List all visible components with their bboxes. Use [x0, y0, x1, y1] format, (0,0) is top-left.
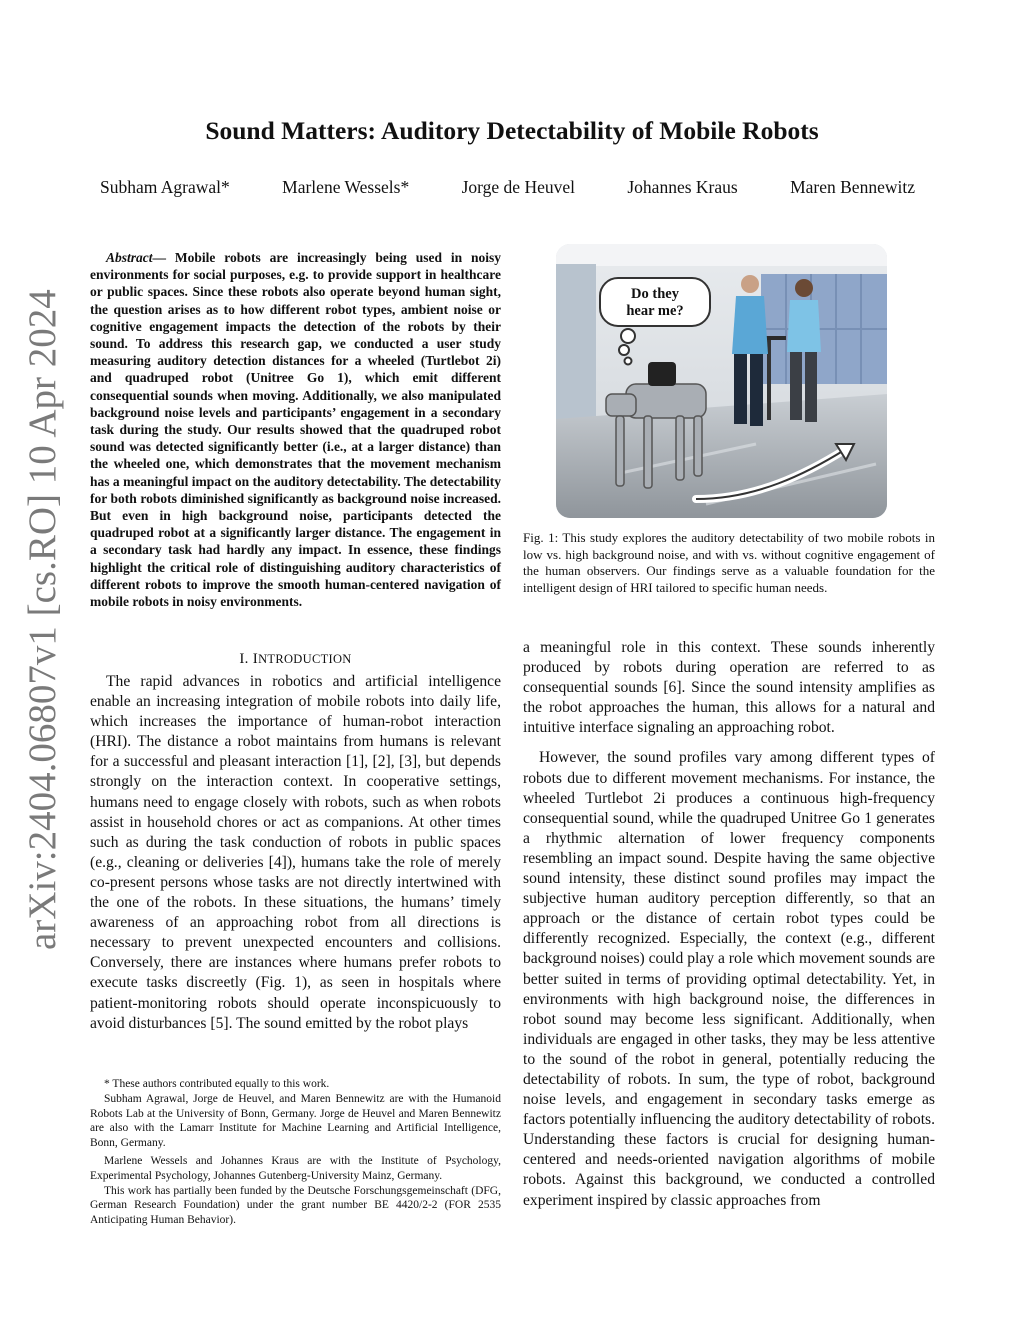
author-name: Marlene Wessels* [282, 177, 410, 197]
footnote: * These authors contributed equally to this work. [104, 1078, 330, 1090]
author-list [100, 177, 915, 198]
robot-scene-illustration [556, 244, 887, 518]
section-heading-initial: I [252, 651, 259, 667]
arxiv-identifier: arXiv:2404.06807v1 [cs.RO] 10 Apr 2024 [21, 289, 64, 950]
bubble-text-line-1: Do they [631, 286, 679, 302]
figure-caption: Fig. 1: This study explores the auditory detectability of two mobile robots in low vs. high background noise, and with vs. without cognitive engagement of the human observers. Our findings serve as a valuable foundation for the intelligent design of HRI tailored to specific human needs. [523, 530, 935, 595]
abstract-label: Abstract [106, 250, 153, 265]
author-name: Subham Agrawal* [100, 177, 230, 197]
footnote: Subham Agrawal, Jorge de Heuvel, and Maren Bennewitz are with the Humanoid Robots Lab at the University of Bonn, Germany. Jorge de Heuvel and Maren Bennewitz are also with the Lamarr Institute for Machine Learning and Artificial Intelligence, Bonn, Germany. [90, 1092, 501, 1150]
author-name: Maren Bennewitz [790, 177, 915, 197]
paper-title: Sound Matters: Auditory Detectability of Mobile Robots [205, 116, 819, 145]
body-paragraph: a meaningful role in this context. These sounds inherently produced by robots during operation are referred to as consequential sounds [6]. Since the sound intensity amplifies as the robot approaches the human, this allows for a natural and intuitive interface signaling an approaching robot. [523, 639, 935, 737]
right-column-body [523, 638, 935, 1211]
figure-1-photo [556, 244, 887, 518]
left-column-body [90, 672, 501, 1034]
footnote: Marlene Wessels and Johannes Kraus are with the Institute of Psychology, Experimental Psychology, Johannes Gutenberg-University Mainz, Germany. [90, 1154, 501, 1182]
section-numeral: I. [239, 651, 249, 667]
section-heading-rest: NTRODUCTION [258, 652, 352, 666]
body-paragraph: However, the sound profiles vary among different types of robots due to different movement mechanisms. For instance, the wheeled Turtlebot 2i produces a continuous high-frequency consequential sound, while the quadruped Unitree Go 1 generates a rhythmic alternation of lower frequency components resembling an impact sound. Despite having the same objective sound intensity, these distinct sound profiles may impact the subjective human auditory perception differently, so that an approach or the distance of certain robot types could be differently recognized. Especially, the context (e.g., different background noises) could play a role which movement sounds are better suited in terms of providing optimal detectability. Yet, in environments with high background noise, the differences in robot sound may become less significant. Additionally, when individuals are engaged in other tasks, they may be less attentive to the sound of the robot in general, potentially reducing the detectability of robots. In sum, the type of robot, background noise levels, and engagement in secondary tasks emerge as factors potentially influencing the auditory detectability of robots. Understanding these factors is crucial for designing human-centered and needs-oriented navigation algorithms of mobile robots. Against this background, we conducted a controlled experiment inspired by classic approaches from [523, 749, 935, 1209]
abstract-text: Mobile robots are increasingly being used in noisy environments for social purposes, e.g. to provide support in healthcare or public spaces. Since these robots also operate beyond human sight, the question arises as to how different robot types, ambient noise or cognitive engagement impacts the detection of the robots by their sound. To address this research gap, we conducted a user study measuring auditory detection distances for a wheeled (Turtlebot 2i) and quadruped robot (Unitree Go 1), which emit different consequential sounds when moving. Additionally, we also manipulated background noise levels and participants’ engagement in a secondary task during the study. Our results showed that the quadruped robot sound was detected significantly better (i.e., at a larger distance) than the wheeled one, which demonstrates that the movement mechanism has a meaningful impact on the auditory detectability. The detectability for both robots diminished significantly as background noise increased. But even in high background noise, participants detected the quadruped robot at a significantly larger distance. The engagement in a secondary task had hardly any impact. In essence, these findings highlight the critical role of distinguishing auditory characteristics of different robots to improve the smooth human-centered navigation of mobile robots in noisy environments. [90, 250, 501, 610]
abstract: Abstract— Mobile robots are increasingly being used in noisy environments for social purposes, e.g. to provide support in healthcare or public spaces. Since these robots also operate beyond human sight, the question arises as to how different robot types, ambient noise or cognitive engagement impacts the detection of the robots by their sound. To address this research gap, we conducted a user study measuring auditory detection distances for a wheeled (Turtlebot 2i) and quadruped robot (Unitree Go 1), which emit different consequential sounds when moving. Additionally, we also manipulated background noise levels and participants’ engagement in a secondary task during the study. Our results showed that the quadruped robot sound was detected significantly better (i.e., at a larger distance) than the wheeled one, which demonstrates that the movement mechanism has a meaningful impact on the auditory detectability. The detectability for both robots diminished significantly as background noise increased. But even in high background noise, participants detected the quadruped robot at a significantly larger distance. The engagement in a secondary task had hardly any impact. In essence, these findings highlight the critical role of distinguishing auditory characteristics of different robots to improve the smooth human-centered navigation of mobile robots in noisy environments. [90, 250, 501, 610]
body-paragraph: The rapid advances in robotics and artificial intelligence enable an increasing integration of mobile robots into daily life, which increases the importance of human-robot interaction (HRI). The distance a robot maintains from humans is relevant for a successful and pleasant interaction [1], [2], [3], but depends strongly on the interaction context. In cooperative settings, humans need to engage closely with robots, such as when robots assist in household chores or act as companions. At other times such as during the task conduction of robots in public spaces (e.g., cleaning or deliveries [4]), humans take the role of merely co-present persons whose tasks are not directly intertwined with the one of the robots. In these situations, the humans’ timely awareness of an approaching robot from all directions is necessary to prevent unexpected encounters and collisions. Conversely, there are instances where humans prefer robots to execute tasks discreetly (Fig. 1), as seen in hospitals where patient-monitoring robots should operate inconspicuously to avoid disturbances [5]. The sound emitted by the robot plays [90, 673, 501, 1032]
section-heading [90, 651, 501, 668]
bubble-text-line-2: hear me? [626, 303, 684, 319]
footnote: This work has partially been funded by the Deutsche Forschungsgemeinschaft (DFG, German Research Foundation) under the grant number BE 4420/2-2 (FOR 2535 Anticipating Human Behavior). [90, 1184, 501, 1227]
author-name: Jorge de Heuvel [461, 177, 575, 197]
footnotes [90, 1077, 501, 1228]
author-name: Johannes Kraus [627, 177, 738, 197]
